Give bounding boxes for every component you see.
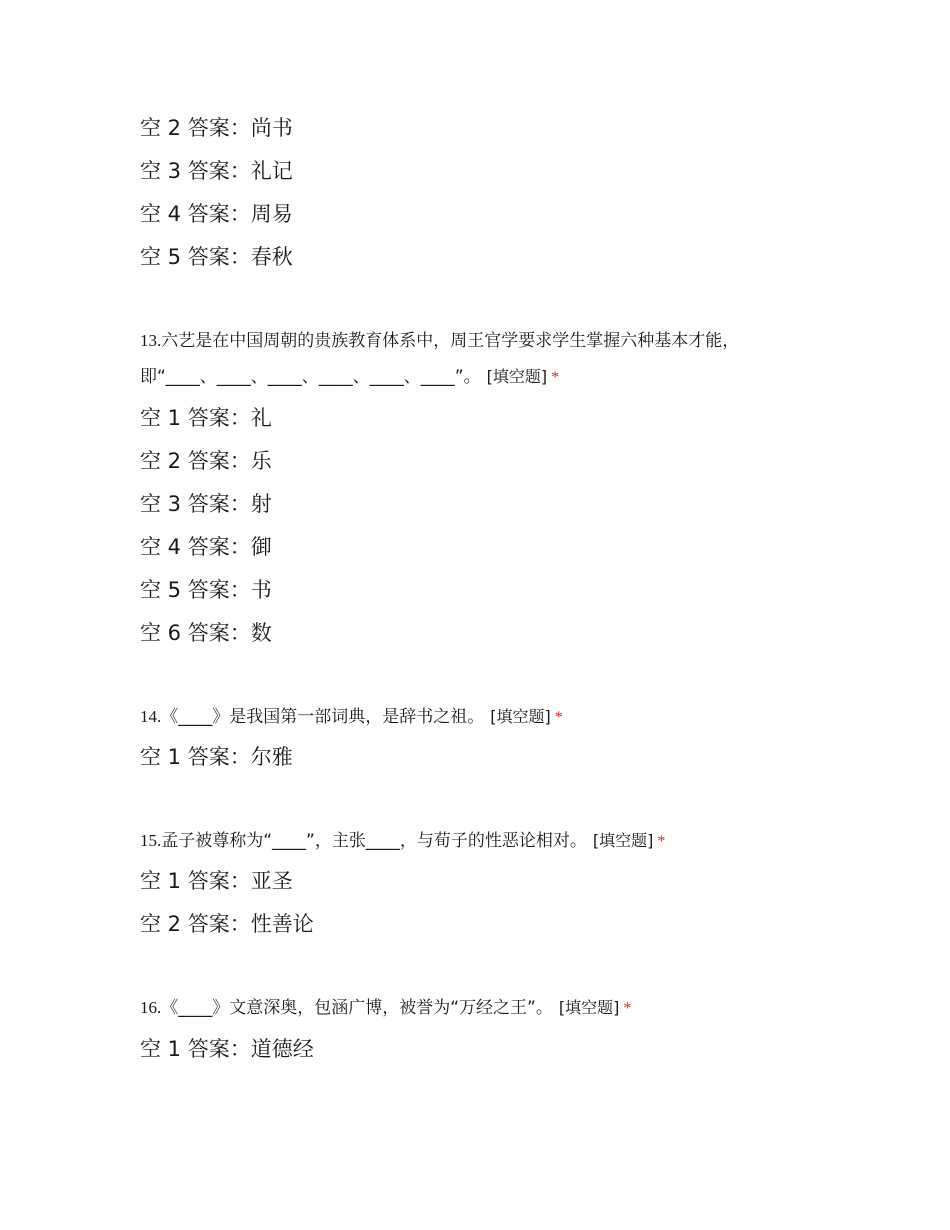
question-text: 《____》是我国第一部词典，是辞书之祖。 [161,707,485,727]
answer-line: 空 2 答案：性善论 [140,912,314,936]
question-type: [填空题] [486,367,548,386]
answer-line: 空 1 答案：礼 [140,406,272,430]
required-marker: * [623,1000,632,1017]
question-text: 六艺是在中国周朝的贵族教育体系中，周王官学要求学生掌握六种基本才能， [161,331,740,351]
answer-line: 空 4 答案：周易 [140,202,293,226]
question-16 [140,990,820,1027]
answer-line: 空 4 答案：御 [140,535,272,559]
answer-line: 空 3 答案：射 [140,492,272,516]
answer-line: 空 1 答案：尔雅 [140,745,293,769]
question-type: [填空题] [490,707,551,726]
question-text: 孟子被尊称为“____”，主张____，与荀子的性恶论相对。 [161,831,587,851]
question-text-cont: 即“____、____、____、____、____、____”。 [140,367,481,387]
required-marker: * [657,833,666,850]
question-13-line2 [140,359,820,396]
required-marker: * [554,709,563,726]
answer-line: 空 6 答案：数 [140,621,272,645]
answer-line: 空 2 答案：乐 [140,449,272,473]
question-number: 14. [140,707,162,726]
answer-line: 空 2 答案：尚书 [140,116,293,140]
question-number: 16. [140,998,162,1017]
answer-line: 空 3 答案：礼记 [140,159,293,183]
answer-line: 空 1 答案：亚圣 [140,869,293,893]
question-13 [140,323,820,396]
question-text: 《____》文意深奥，包涵广博，被誉为“万经之王”。 [161,998,553,1018]
question-number: 13. [140,331,162,350]
question-number: 15. [140,831,162,850]
question-15-line1 [140,823,820,860]
answer-line: 空 5 答案：书 [140,578,272,602]
answer-line: 空 1 答案：道德经 [140,1037,314,1061]
question-14-line1 [140,699,820,736]
answer-line: 空 5 答案：春秋 [140,245,293,269]
question-14 [140,699,820,736]
question-type: [填空题] [558,998,620,1017]
question-13-line1 [140,323,820,359]
question-15 [140,823,820,860]
required-marker: * [551,369,560,386]
question-type: [填空题] [592,831,654,850]
question-16-line1 [140,990,820,1027]
